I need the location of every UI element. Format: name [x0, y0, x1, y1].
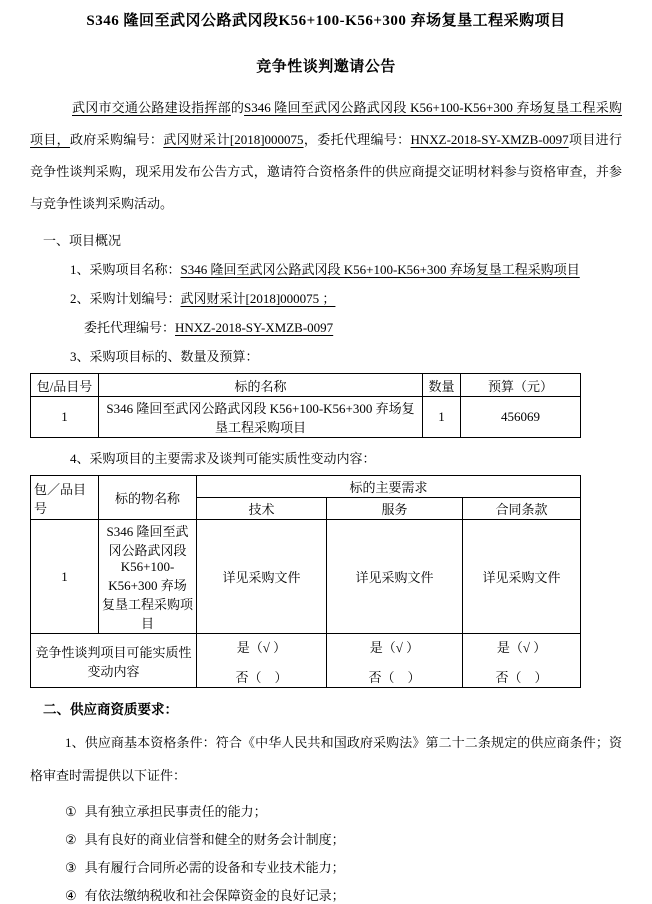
requirements-table: [30, 475, 581, 688]
cert-1-number: ①: [65, 804, 77, 819]
section1-item2: [70, 288, 622, 307]
cert-3-text: 具有履行合同所必需的设备和专业技术能力；: [84, 860, 345, 875]
budget-cell-budget: 456069: [461, 397, 581, 438]
variation-tech-no: 否（ ）: [235, 670, 288, 685]
section1-item1: [70, 259, 622, 278]
req-header-main-demand: 标的主要需求: [197, 476, 581, 498]
intro-text: 政府采购编号：: [69, 132, 164, 147]
req-header-package-no: 包／品目号: [31, 476, 99, 520]
section1-item4: 4、采购项目的主要需求及谈判可能实质性变动内容：: [70, 451, 376, 466]
req-header-tech: 技术: [197, 498, 327, 520]
doc-title-line-2: 竞争性谈判邀请公告: [256, 59, 396, 75]
section1-item2b: [84, 317, 622, 336]
req-cell-package-no: 1: [31, 520, 99, 634]
intro-text: 的: [230, 100, 245, 115]
section2-item1: 1、供应商基本资格条件：符合《中华人民共和国政府采购法》第二十二条规定的供应商条件；资格审查时需提供以下证件：: [30, 735, 622, 783]
variation-label: 竞争性谈判项目可能实质性变动内容: [31, 634, 197, 688]
budget-table-row: [31, 397, 581, 438]
cert-2-text: 具有良好的商业信誉和健全的财务会计制度；: [84, 832, 345, 847]
item2b-agency-no: HNXZ-2018-SY-XMZB-0097: [175, 320, 334, 335]
variation-contract-cell: [463, 634, 581, 688]
cert-3-number: ③: [65, 860, 77, 875]
req-header-subject-name: 标的物名称: [99, 476, 197, 520]
intro-paragraph: [30, 92, 622, 220]
intro-purchaser: 武冈市交通公路建设指挥部: [72, 100, 231, 115]
budget-header-subject-name: 标的名称: [99, 374, 423, 397]
cert-item-1: [65, 804, 622, 820]
req-header-service: 服务: [327, 498, 463, 520]
budget-cell-quantity: 1: [423, 397, 461, 438]
cert-4-text: 有依法缴纳税收和社会保障资金的良好记录；: [84, 888, 345, 903]
budget-table-header-row: [31, 374, 581, 397]
item1-project-name: S346 隆回至武冈公路武冈段 K56+100-K56+300 弃场复垦工程采购项目: [180, 262, 580, 277]
budget-cell-package-no: 1: [31, 397, 99, 438]
req-header-contract: 合同条款: [463, 498, 581, 520]
cert-item-2: [65, 832, 622, 848]
section2-heading: 二、供应商资质要求：: [43, 702, 178, 717]
requirements-data-row: [31, 520, 581, 634]
variation-service-cell: [327, 634, 463, 688]
req-cell-subject-name: S346 隆回至武冈公路武冈段 K56+100-K56+300 弃场复垦工程采购项目: [99, 520, 197, 634]
variation-contract-yes: 是（√ ）: [496, 640, 547, 655]
cert-item-4: [65, 888, 622, 904]
cert-item-3: [65, 860, 622, 876]
item1-label: 1、采购项目名称：: [70, 262, 181, 277]
budget-table: [30, 373, 581, 438]
budget-cell-subject-name: S346 隆回至武冈公路武冈段 K56+100-K56+300 弃场复垦工程采购项目: [99, 397, 423, 438]
item2b-label: 委托代理编号：: [84, 320, 176, 335]
item2-plan-no: 武冈财采计[2018]000075 ；: [180, 291, 336, 306]
budget-header-quantity: 数量: [423, 374, 461, 397]
intro-text: ，委托代理编号：: [303, 132, 411, 147]
section1-item3: 3、采购项目标的、数量及预算：: [70, 349, 259, 364]
intro-text: 项目进行竞争性谈判采购，现采用发布公告方式，邀请符合资格条件的供应商提交证明材料参与资格审查，并参与竞争性谈判采购活动。: [30, 132, 622, 211]
variation-service-yes: 是（√ ）: [369, 640, 420, 655]
cert-1-text: 具有独立承担民事责任的能力；: [84, 804, 267, 819]
requirements-variation-row: [31, 634, 581, 688]
variation-contract-no: 否（ ）: [495, 670, 548, 685]
variation-tech-cell: [197, 634, 327, 688]
certificate-list: [65, 804, 622, 904]
requirements-header-row-1: [31, 476, 581, 498]
cert-4-number: ④: [65, 888, 77, 903]
variation-tech-yes: 是（√ ）: [236, 640, 287, 655]
cert-2-number: ②: [65, 832, 77, 847]
budget-header-budget: 预算（元）: [461, 374, 581, 397]
budget-header-package-no: 包/品目号: [31, 374, 99, 397]
intro-project-name: S346 隆回至武冈公路武冈段 K56+100-K56+300 弃场复垦工程采购项目，: [30, 100, 622, 147]
section1-heading: 一、项目概况: [43, 233, 122, 248]
intro-agency-no: HNXZ-2018-SY-XMZB-0097: [410, 132, 569, 147]
variation-service-no: 否（ ）: [368, 670, 421, 685]
req-cell-service: 详见采购文件: [327, 520, 463, 634]
item2-label: 2、采购计划编号：: [70, 291, 181, 306]
doc-title-line-1: S346 隆回至武冈公路武冈段K56+100-K56+300 弃场复垦工程采购项目: [86, 13, 566, 29]
intro-gov-procurement-no: 武冈财采计[2018]000075: [163, 132, 304, 147]
req-cell-contract: 详见采购文件: [463, 520, 581, 634]
req-cell-tech: 详见采购文件: [197, 520, 327, 634]
